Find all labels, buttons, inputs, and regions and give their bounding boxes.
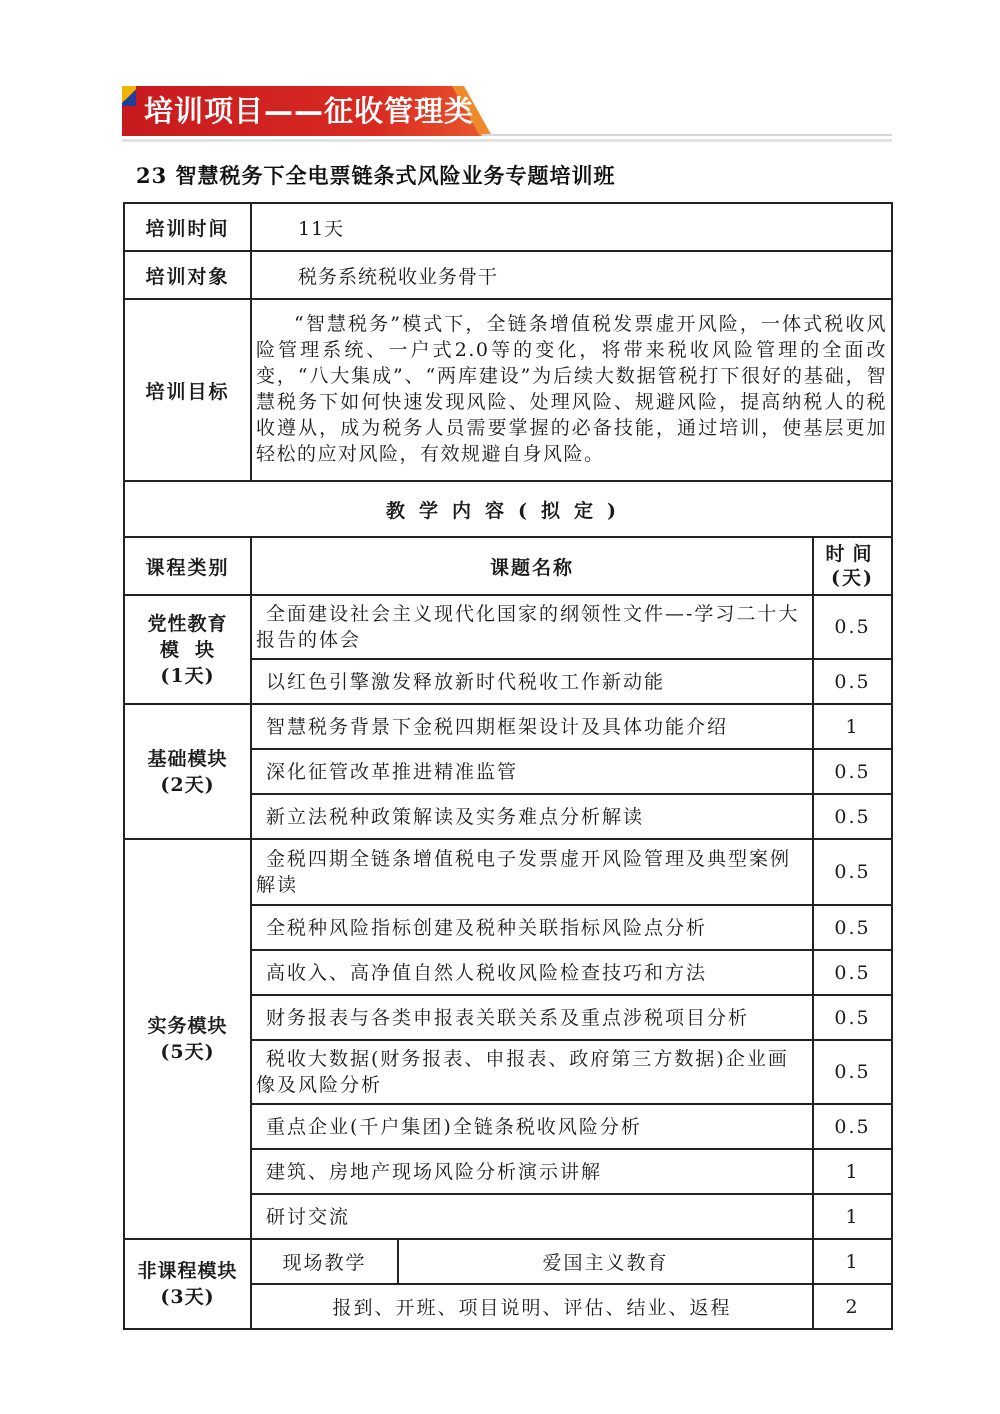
time-value: 11天 bbox=[251, 203, 892, 251]
table-row bbox=[124, 704, 892, 749]
course-days: 0.5 bbox=[813, 595, 892, 659]
course-topic bbox=[251, 595, 813, 659]
module-name-line1: 非课程模块 bbox=[137, 1260, 238, 1282]
goal-value: “智慧税务”模式下，全链条增值税发票虚开风险，一体式税收风险管理系统、一户式2.0等的变化，将带来税收风险管理的全面改变，“八大集成”、“两库建设”为后续大数据管税打下很好的基础，智慧税务下如何快速发现风险、处理风险、规避风险，提高纳税人的税收遵从，成为税务人员需要掌握的必备技能，通过培训，使基层更加轻松的应对风险，有效规避自身风险。 bbox=[251, 299, 892, 481]
topic-text: 全税种风险指标创建及税种关联指标风险点分析 bbox=[266, 916, 708, 939]
course-topic bbox=[251, 659, 813, 704]
topic-text: 智慧税务背景下金税四期框架设计及具体功能介绍 bbox=[266, 715, 729, 738]
course-topic bbox=[251, 794, 813, 839]
row-column-headers bbox=[124, 537, 892, 595]
topic-text: 财务报表与各类申报表关联关系及重点涉税项目分析 bbox=[266, 1006, 750, 1029]
topic-text: 以红色引擎激发释放新时代税收工作新动能 bbox=[266, 670, 666, 693]
course-days: 0.5 bbox=[813, 1104, 892, 1149]
header-banner bbox=[122, 86, 892, 142]
row-training-time bbox=[124, 203, 892, 251]
header-days-line1: 时间 bbox=[825, 543, 880, 565]
course-days: 0.5 bbox=[813, 950, 892, 995]
banner-title: 培训项目——征收管理类 bbox=[144, 94, 475, 128]
row-section-heading bbox=[124, 481, 892, 537]
goal-label: 培训目标 bbox=[124, 299, 251, 481]
module-name-line1: 基础模块 bbox=[147, 747, 228, 770]
topic-text: 重点企业(千户集团)全链条税收风险分析 bbox=[266, 1115, 642, 1138]
course-days: 1 bbox=[813, 1194, 892, 1239]
module-days: (2天) bbox=[160, 773, 215, 796]
topic-text: 高收入、高净值自然人税收风险检查技巧和方法 bbox=[266, 961, 708, 984]
course-days: 0.5 bbox=[813, 905, 892, 950]
row-training-goal bbox=[124, 299, 892, 481]
course-days: 0.5 bbox=[813, 1040, 892, 1104]
course-topic bbox=[251, 749, 813, 794]
course-days: 0.5 bbox=[813, 659, 892, 704]
topic-text: 税收大数据(财务报表、申报表、政府第三方数据)企业画像及风险分析 bbox=[256, 1048, 789, 1096]
module-non-course bbox=[124, 1239, 251, 1329]
row-training-target bbox=[124, 251, 892, 299]
banner-underline bbox=[122, 139, 892, 142]
training-table bbox=[123, 202, 893, 1330]
table-row bbox=[124, 839, 892, 905]
course-topic bbox=[251, 839, 813, 905]
course-days: 0.5 bbox=[813, 794, 892, 839]
course-topic bbox=[251, 1149, 813, 1194]
module-basic bbox=[124, 704, 251, 839]
topic-text: 金税四期全链条增值税电子发票虚开风险管理及典型案例解读 bbox=[256, 848, 792, 896]
course-title: 23 智慧税务下全电票链条式风险业务专题培训班 bbox=[136, 163, 616, 188]
table-row bbox=[124, 595, 892, 659]
course-topic: 报到、开班、项目说明、评估、结业、返程 bbox=[251, 1284, 813, 1329]
course-days: 2 bbox=[813, 1284, 892, 1329]
course-topic bbox=[251, 704, 813, 749]
topic-text: 建筑、房地产现场风险分析演示讲解 bbox=[266, 1160, 603, 1183]
header-days-line2: (天) bbox=[831, 567, 874, 589]
course-topic bbox=[251, 950, 813, 995]
header-topic: 课题名称 bbox=[251, 537, 813, 595]
module-name-line2: 模 块 bbox=[159, 638, 216, 661]
module-practice bbox=[124, 839, 251, 1239]
course-topic bbox=[251, 1104, 813, 1149]
header-category: 课程类别 bbox=[124, 537, 251, 595]
module-days: (1天) bbox=[160, 664, 215, 687]
course-days: 1 bbox=[813, 1239, 892, 1284]
course-days: 0.5 bbox=[813, 995, 892, 1040]
course-topic: 爱国主义教育 bbox=[398, 1239, 813, 1284]
course-days: 1 bbox=[813, 1149, 892, 1194]
target-value: 税务系统税收业务骨干 bbox=[251, 251, 892, 299]
course-topic bbox=[251, 995, 813, 1040]
time-label: 培训时间 bbox=[124, 203, 251, 251]
sub-category: 现场教学 bbox=[251, 1239, 398, 1284]
target-label: 培训对象 bbox=[124, 251, 251, 299]
table-row bbox=[124, 1239, 892, 1284]
banner-rule bbox=[482, 134, 892, 136]
course-days: 0.5 bbox=[813, 749, 892, 794]
course-topic bbox=[251, 1040, 813, 1104]
topic-text: 全面建设社会主义现代化国家的纲领性文件—-学习二十大报告的体会 bbox=[256, 603, 800, 651]
banner-corner-logo bbox=[122, 86, 136, 106]
course-days: 0.5 bbox=[813, 839, 892, 905]
topic-text: 新立法税种政策解读及实务难点分析解读 bbox=[266, 805, 645, 828]
module-party bbox=[124, 595, 251, 704]
module-days: (3天) bbox=[160, 1286, 215, 1308]
course-topic bbox=[251, 1194, 813, 1239]
section-title: 教学内容(拟定) bbox=[124, 481, 892, 537]
module-name-line1: 党性教育 bbox=[147, 612, 228, 635]
module-days: (5天) bbox=[160, 1041, 215, 1063]
course-topic bbox=[251, 905, 813, 950]
course-days: 1 bbox=[813, 704, 892, 749]
topic-text: 研讨交流 bbox=[266, 1205, 351, 1228]
module-name-line1: 实务模块 bbox=[147, 1015, 228, 1037]
topic-text: 深化征管改革推进精准监管 bbox=[266, 760, 519, 783]
header-days bbox=[813, 537, 892, 595]
